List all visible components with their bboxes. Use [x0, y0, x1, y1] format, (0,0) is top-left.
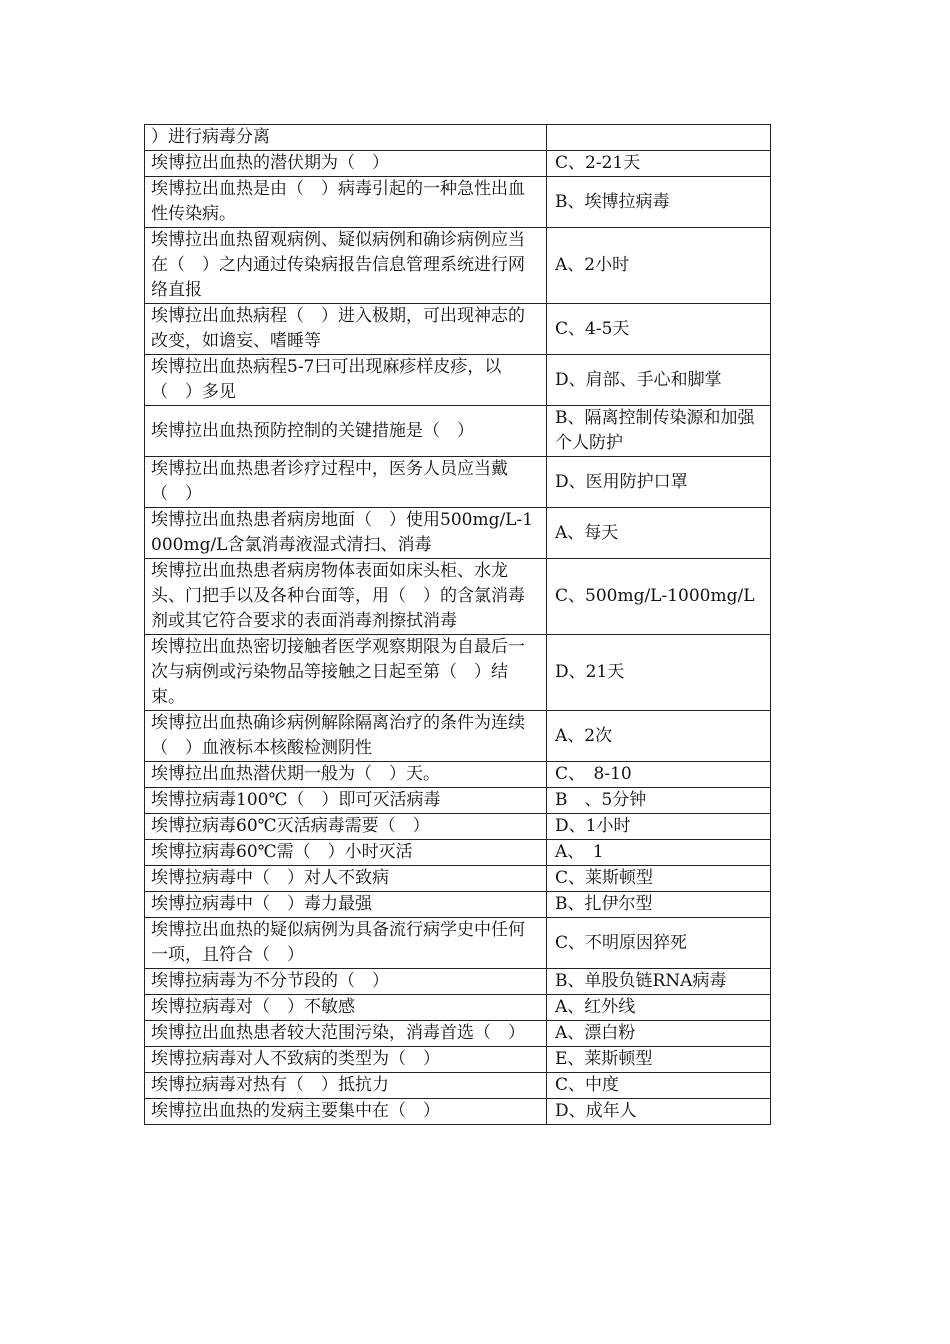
question-cell: 埃博拉出血热确诊病例解除隔离治疗的条件为连续（ ）血液标本核酸检测阴性	[145, 711, 547, 762]
answer-cell: B 、5分钟	[547, 788, 771, 814]
table-row	[145, 1099, 771, 1125]
table-row	[145, 762, 771, 788]
question-cell: 埃博拉病毒对（ ）不敏感	[145, 995, 547, 1021]
question-cell: ）进行病毒分离	[145, 125, 547, 151]
answer-cell: A、2次	[547, 711, 771, 762]
table-row	[145, 457, 771, 508]
table-row	[145, 177, 771, 228]
table-row	[145, 840, 771, 866]
answer-cell: C、中度	[547, 1073, 771, 1099]
question-cell: 埃博拉出血热潜伏期一般为（ ）天。	[145, 762, 547, 788]
answer-cell: A、每天	[547, 508, 771, 559]
answer-cell: D、1小时	[547, 814, 771, 840]
table-row	[145, 559, 771, 635]
question-cell: 埃博拉出血热留观病例、疑似病例和确诊病例应当在（ ）之内通过传染病报告信息管理系统进行网络直报	[145, 228, 547, 304]
answer-cell: D、医用防护口罩	[547, 457, 771, 508]
table-row	[145, 151, 771, 177]
table-row	[145, 406, 771, 457]
question-cell: 埃博拉出血热患者诊疗过程中，医务人员应当戴（ ）	[145, 457, 547, 508]
answer-cell: B、扎伊尔型	[547, 892, 771, 918]
question-cell: 埃博拉病毒中（ ）对人不致病	[145, 866, 547, 892]
table-row	[145, 969, 771, 995]
answer-cell: A、红外线	[547, 995, 771, 1021]
question-cell: 埃博拉出血热病程（ ）进入极期，可出现神志的改变，如谵妄、嗜睡等	[145, 304, 547, 355]
table-row	[145, 814, 771, 840]
answer-cell: B、隔离控制传染源和加强个人防护	[547, 406, 771, 457]
table-row	[145, 918, 771, 969]
question-cell: 埃博拉病毒中（ ）毒力最强	[145, 892, 547, 918]
table-row	[145, 995, 771, 1021]
answer-cell: C、不明原因猝死	[547, 918, 771, 969]
table-row	[145, 866, 771, 892]
answer-cell: E、莱斯顿型	[547, 1047, 771, 1073]
question-cell: 埃博拉病毒对热有（ ）抵抗力	[145, 1073, 547, 1099]
question-cell: 埃博拉病毒60℃需（ ）小时灭活	[145, 840, 547, 866]
answer-cell: C、2-21天	[547, 151, 771, 177]
question-cell: 埃博拉出血热预防控制的关键措施是（ ）	[145, 406, 547, 457]
question-cell: 埃博拉出血热是由（ ）病毒引起的一种急性出血性传染病。	[145, 177, 547, 228]
table-row	[145, 508, 771, 559]
table-body	[145, 125, 771, 1125]
answer-cell: B、埃博拉病毒	[547, 177, 771, 228]
answer-cell: D、肩部、手心和脚掌	[547, 355, 771, 406]
answer-cell: D、21天	[547, 635, 771, 711]
answer-cell: C、 8-10	[547, 762, 771, 788]
table-row	[145, 1073, 771, 1099]
table-row	[145, 1047, 771, 1073]
question-cell: 埃博拉出血热的发病主要集中在（ ）	[145, 1099, 547, 1125]
question-answer-table	[144, 124, 771, 1125]
question-cell: 埃博拉病毒对人不致病的类型为（ ）	[145, 1047, 547, 1073]
answer-cell	[547, 125, 771, 151]
table-row	[145, 1021, 771, 1047]
table-row	[145, 125, 771, 151]
answer-cell: A、漂白粉	[547, 1021, 771, 1047]
answer-cell: A、 1	[547, 840, 771, 866]
answer-cell: C、500mg/L-1000mg/L	[547, 559, 771, 635]
table-row	[145, 635, 771, 711]
answer-cell: D、成年人	[547, 1099, 771, 1125]
question-cell: 埃博拉病毒60℃灭活病毒需要（ ）	[145, 814, 547, 840]
question-cell: 埃博拉病毒为不分节段的（ ）	[145, 969, 547, 995]
table-row	[145, 788, 771, 814]
question-cell: 埃博拉出血热的疑似病例为具备流行病学史中任何一项，且符合（ ）	[145, 918, 547, 969]
question-cell: 埃博拉病毒100℃（ ）即可灭活病毒	[145, 788, 547, 814]
answer-cell: B、单股负链RNA病毒	[547, 969, 771, 995]
question-cell: 埃博拉出血热病程5-7曰可出现麻疹样皮疹，以（ ）多见	[145, 355, 547, 406]
table-row	[145, 711, 771, 762]
table-row	[145, 892, 771, 918]
question-cell: 埃博拉出血热患者病房地面（ ）使用500mg/L-1000mg/L含氯消毒液湿式清扫、消毒	[145, 508, 547, 559]
table-row	[145, 355, 771, 406]
table-row	[145, 228, 771, 304]
question-cell: 埃博拉出血热患者病房物体表面如床头柜、水龙头、门把手以及各种台面等，用（ ）的含氯消毒剂或其它符合要求的表面消毒剂擦拭消毒	[145, 559, 547, 635]
question-cell: 埃博拉出血热的潜伏期为（ ）	[145, 151, 547, 177]
question-cell: 埃博拉出血热密切接触者医学观察期限为自最后一次与病例或污染物品等接触之日起至第（ ）结束。	[145, 635, 547, 711]
answer-cell: C、4-5天	[547, 304, 771, 355]
answer-cell: C、莱斯顿型	[547, 866, 771, 892]
question-cell: 埃博拉出血热患者较大范围污染，消毒首选（ ）	[145, 1021, 547, 1047]
answer-cell: A、2小时	[547, 228, 771, 304]
table-row	[145, 304, 771, 355]
